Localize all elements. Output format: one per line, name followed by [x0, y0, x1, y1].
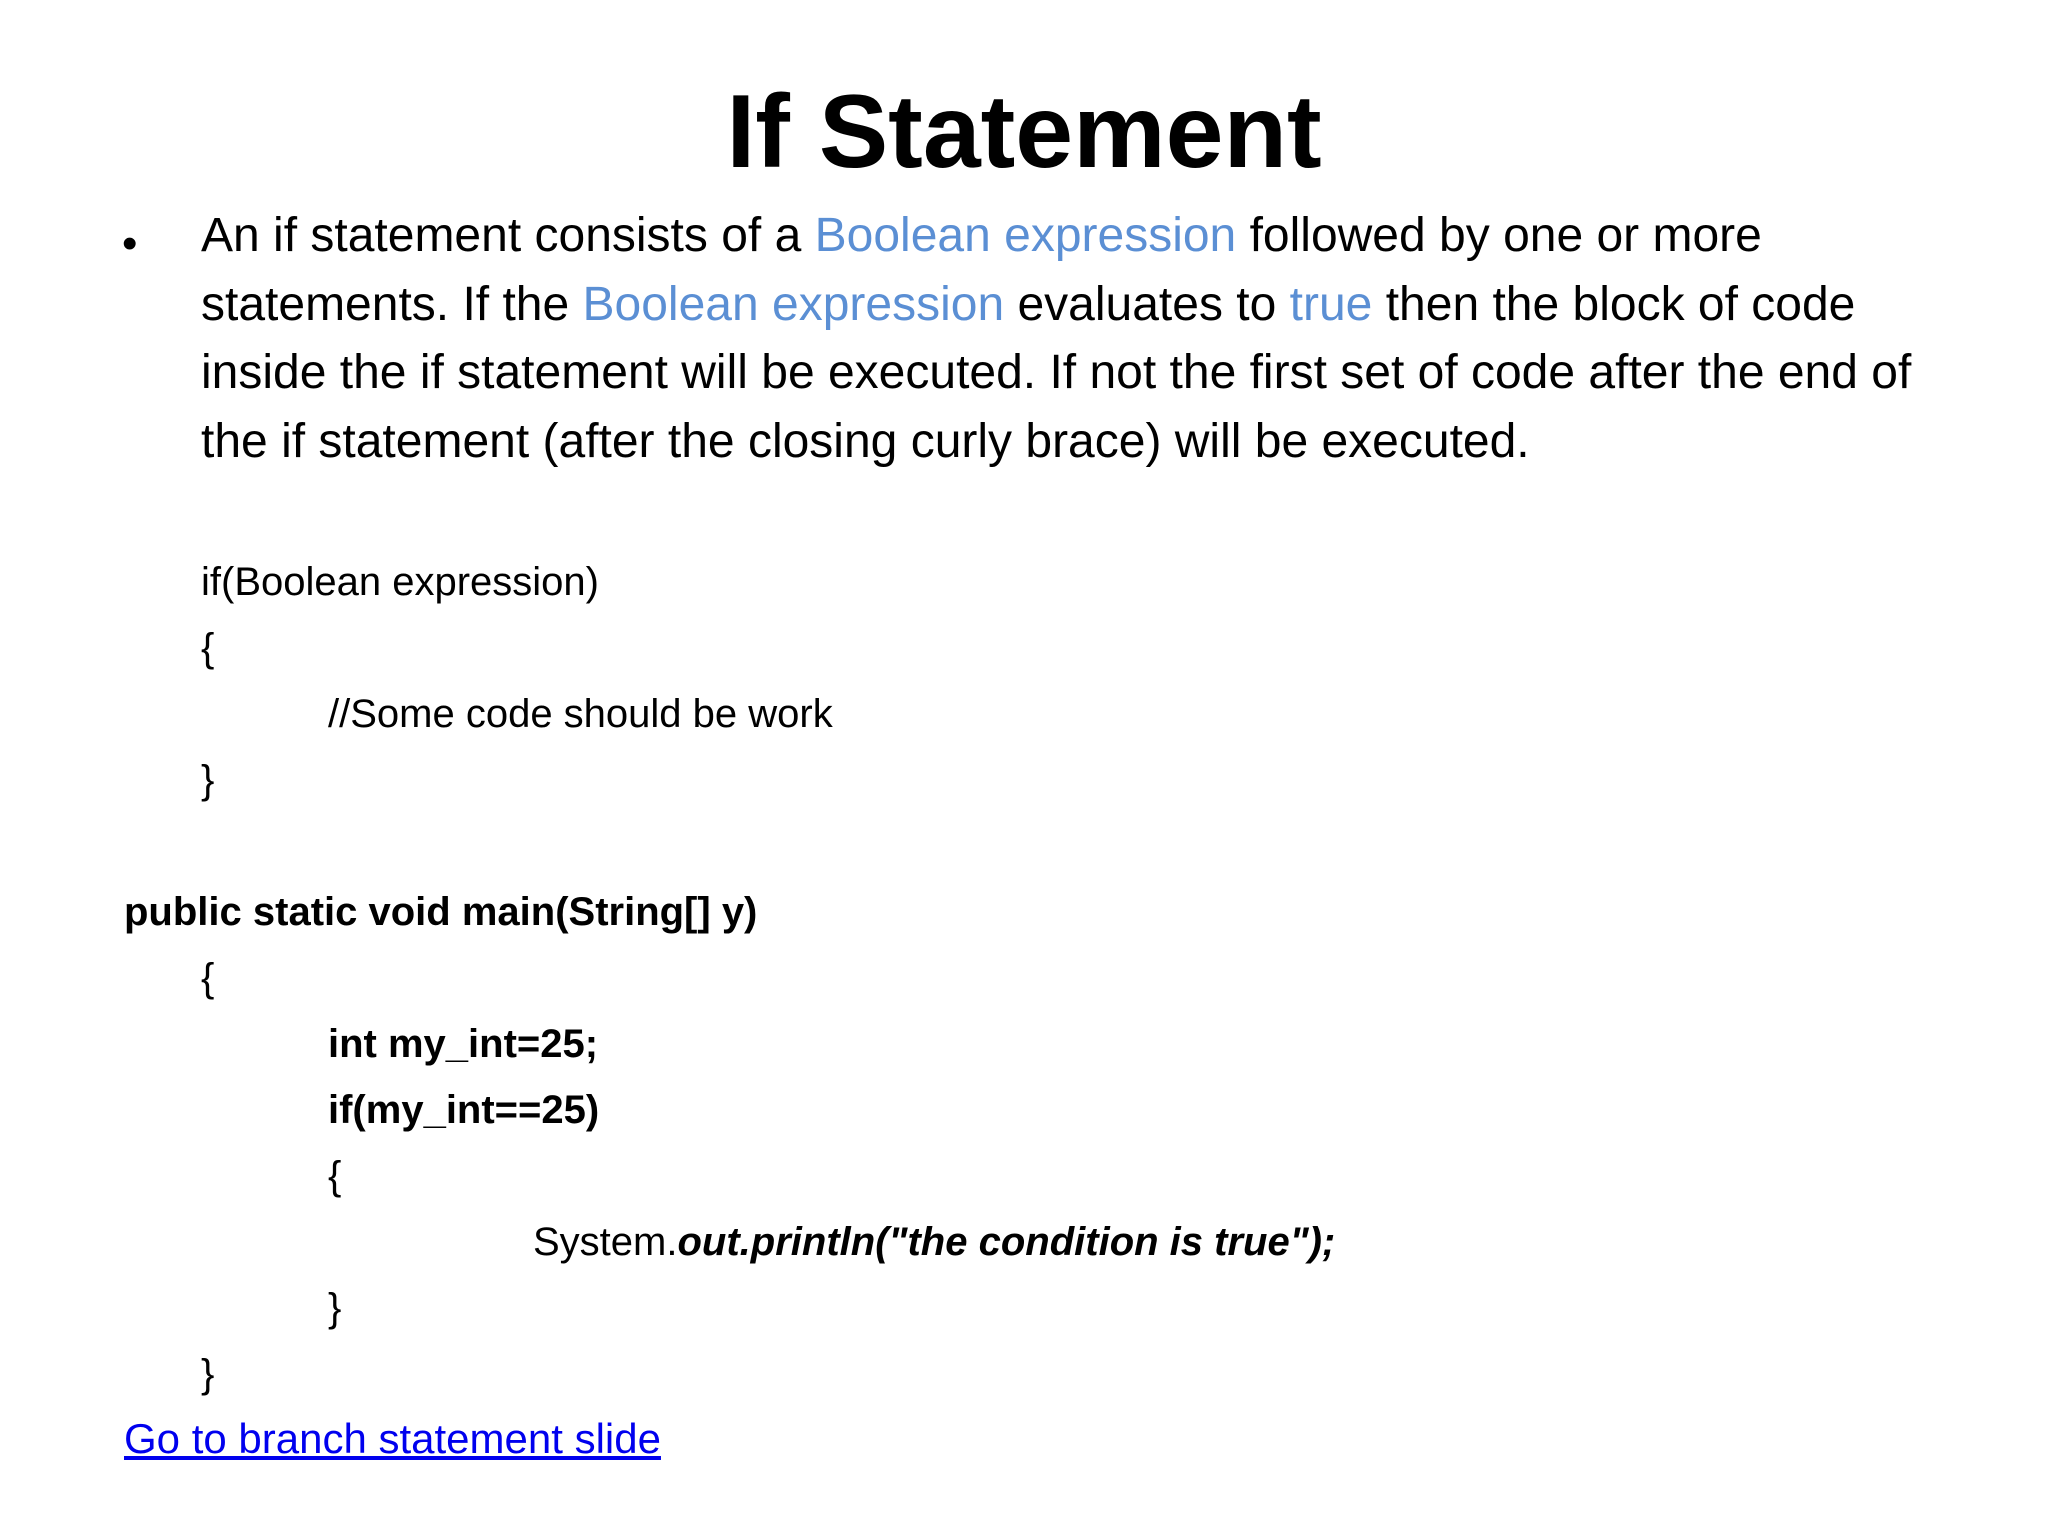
bullet-text: evaluates to — [1004, 277, 1290, 331]
keyword-boolean-expression: Boolean expression — [814, 209, 1237, 262]
keyword-boolean-expression: Boolean expression — [582, 277, 1005, 331]
bullet-text: then the block of code inside the if statement will be executed. If not the first set of code after the end of the if statement (after the closing curly brace) will be executed. — [201, 277, 1912, 468]
keyword-true: true — [1289, 277, 1373, 331]
condition-line: if(my_int==25) — [328, 1088, 600, 1132]
branch-statement-link[interactable]: Go to branch statement slide — [124, 1415, 661, 1462]
declaration-line: int my_int=25; — [328, 1022, 599, 1066]
main-close-brace: } — [201, 1352, 215, 1396]
inner-close-brace: } — [328, 1286, 342, 1330]
syntax-if-line: if(Boolean expression) — [201, 560, 599, 604]
slide-title: If Statement — [726, 74, 1322, 190]
syntax-close-brace: } — [201, 758, 215, 802]
bullet-paragraph — [201, 202, 1931, 476]
bullet-text: followed by one or more statements. If the — [201, 209, 1762, 331]
print-line — [533, 1216, 1335, 1268]
bullet-icon: • — [122, 219, 138, 268]
print-call: out.println("the condition is true"); — [677, 1220, 1336, 1264]
syntax-comment: //Some code should be work — [328, 692, 833, 736]
main-open-brace: { — [201, 956, 215, 1000]
print-prefix: System. — [533, 1220, 678, 1264]
inner-open-brace: { — [328, 1154, 342, 1198]
syntax-open-brace: { — [201, 626, 215, 670]
main-signature: public static void main(String[] y) — [124, 890, 758, 934]
bullet-text: An if statement consists of a — [201, 209, 815, 262]
